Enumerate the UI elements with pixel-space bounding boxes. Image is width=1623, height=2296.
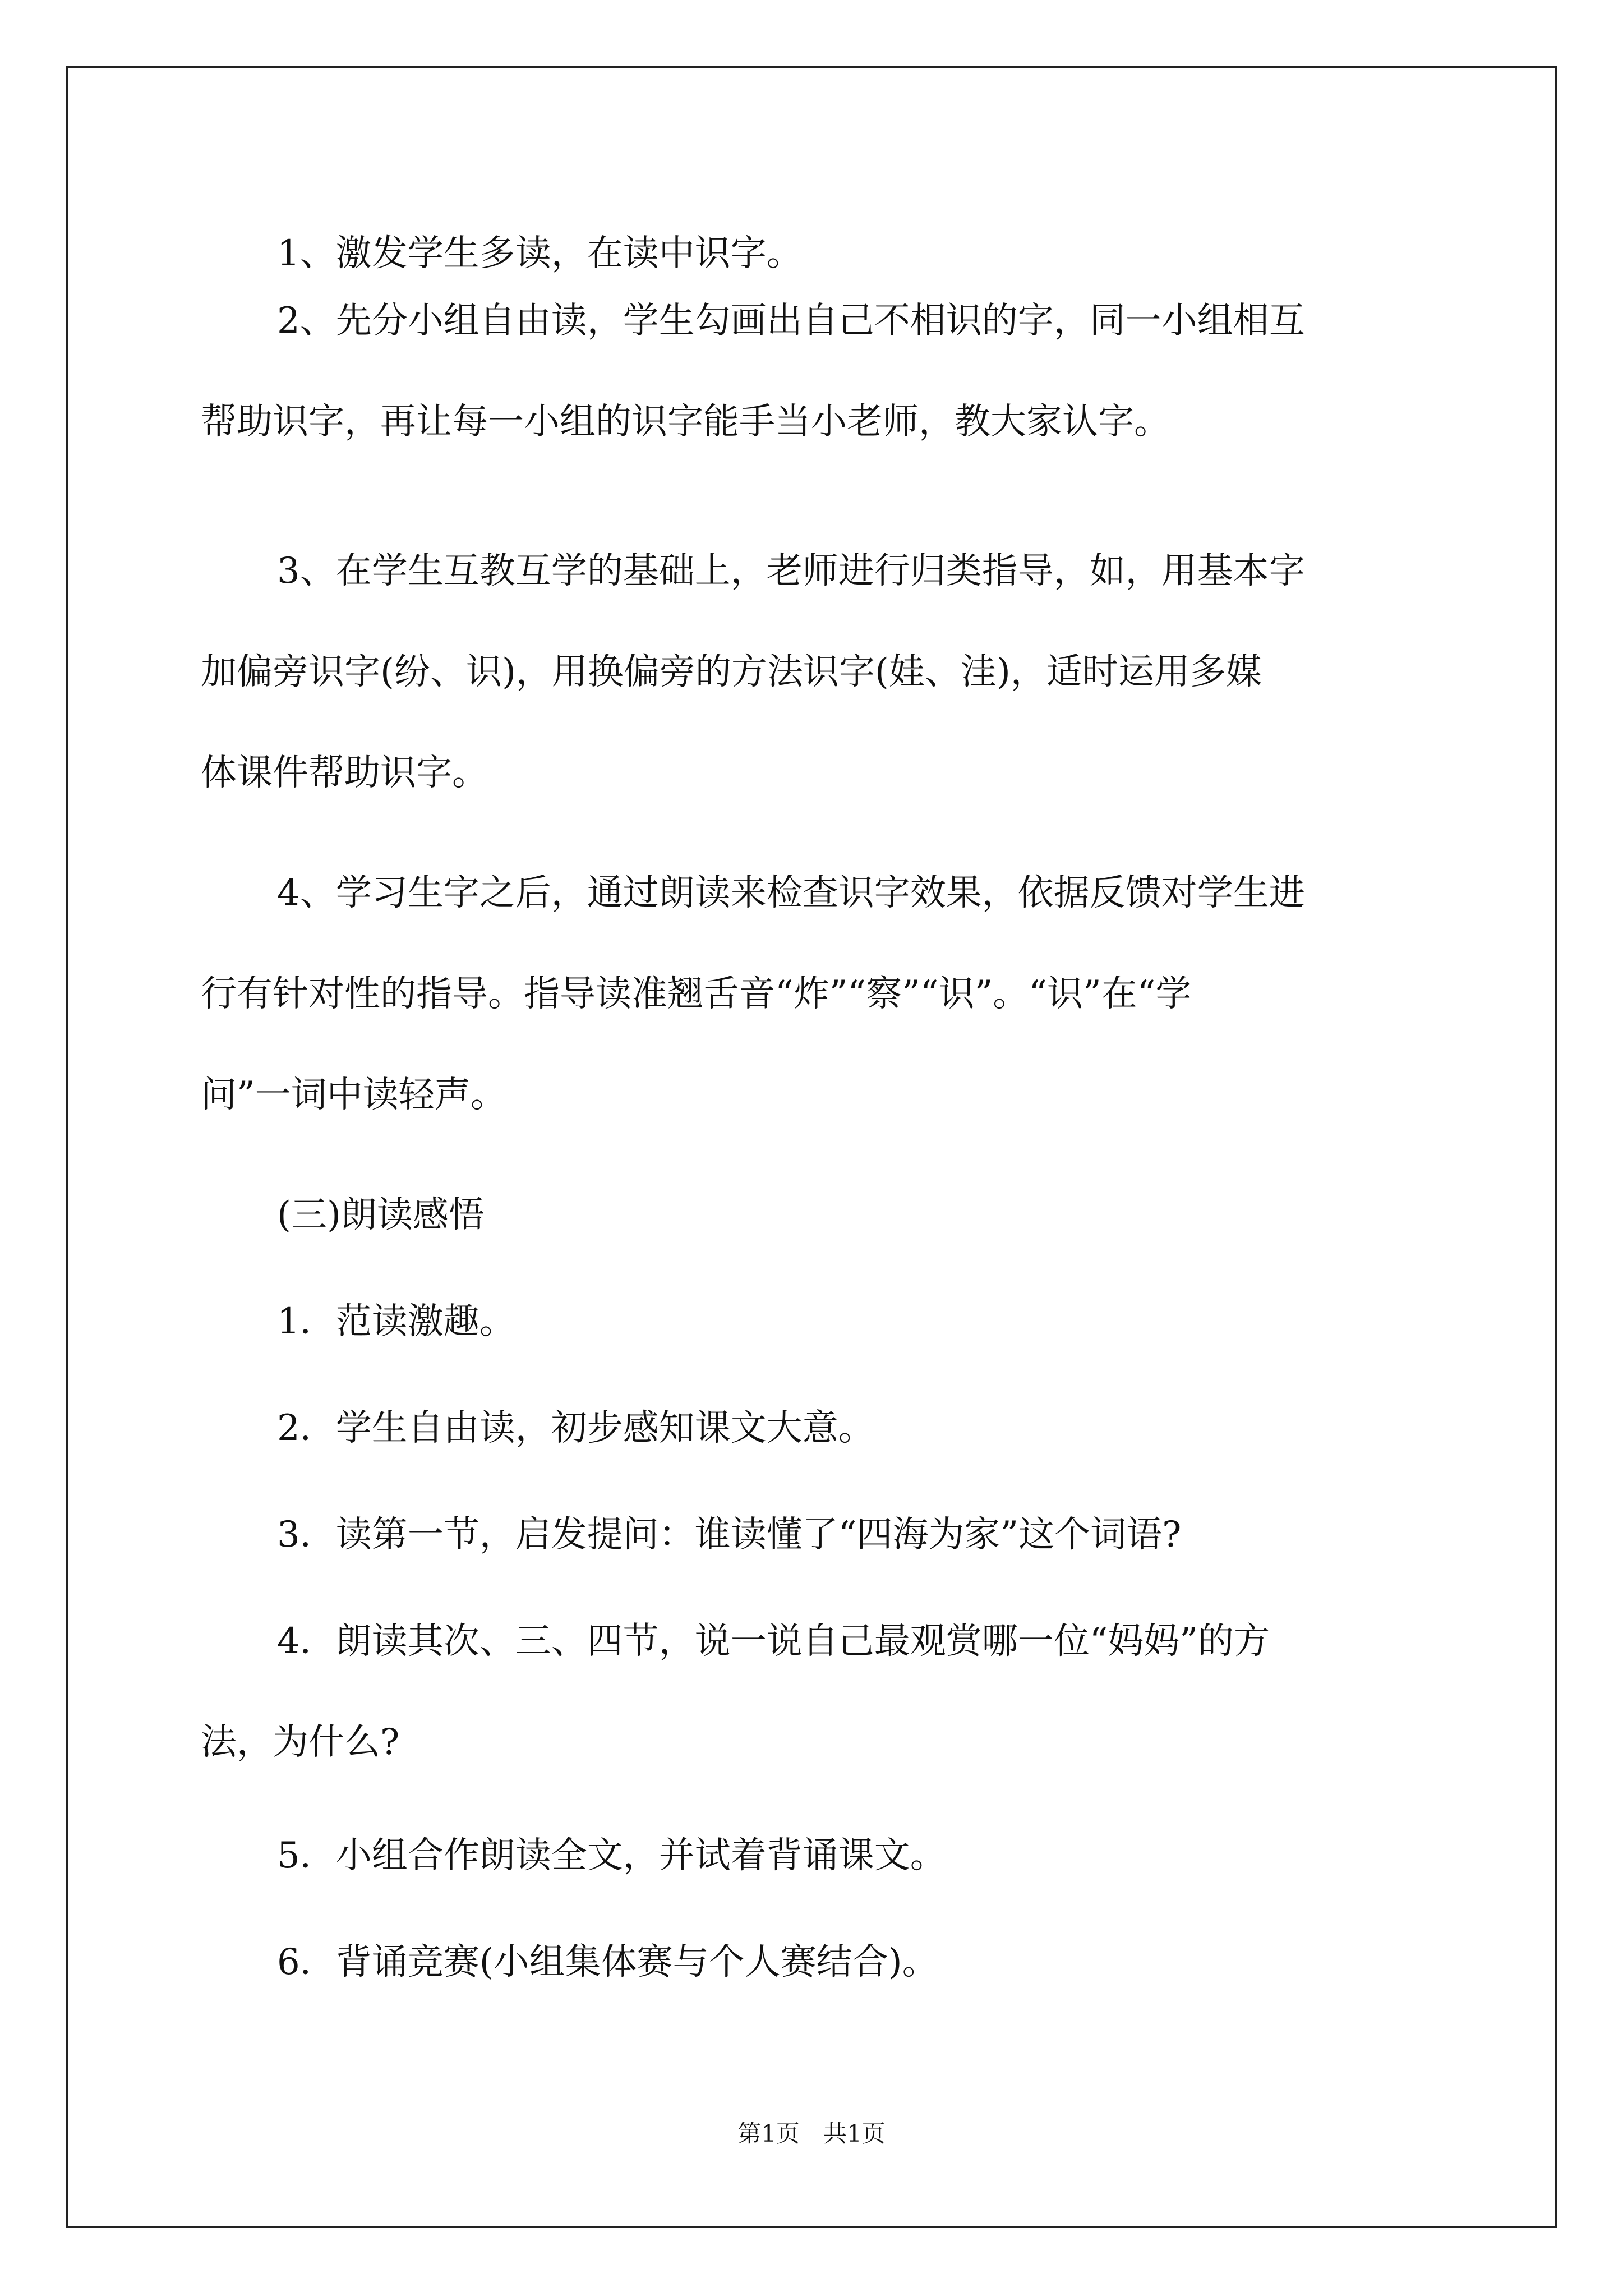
paragraph-line: 2、先分小组自由读，学生勾画出自己不相识的字，同一小组相互 — [277, 300, 1305, 342]
paragraph-10 — [201, 1941, 1429, 1983]
paragraph-line: 问”一词中读轻声。 — [201, 1074, 506, 1116]
section-heading — [201, 1194, 1429, 1236]
paragraph-8 — [201, 1621, 1429, 1763]
paragraph-line: 3、在学生互教互学的基础上，老师进行归类指导，如，用基本字 — [277, 550, 1305, 592]
paragraph-4 — [201, 872, 1429, 1116]
paragraph-line: 1、激发学生多读，在读中识字。 — [277, 233, 803, 274]
paragraph-line: 体课件帮助识字。 — [201, 752, 488, 794]
paragraph-6 — [201, 1407, 1429, 1449]
paragraph-line: 3．读第一节，启发提问：谁读懂了“四海为家”这个词语? — [277, 1514, 1182, 1556]
paragraph-line: 2．学生自由读，初步感知课文大意。 — [277, 1407, 874, 1449]
paragraph-line: 法，为什么? — [201, 1722, 400, 1763]
paragraph-9 — [201, 1835, 1429, 1876]
paragraph-line: 帮助识字，再让每一小组的识字能手当小老师，教大家认字。 — [201, 401, 1170, 443]
paragraph-line: 1．范读激趣。 — [277, 1301, 515, 1342]
paragraph-1 — [201, 233, 1429, 274]
paragraph-line: 5．小组合作朗读全文，并试着背诵课文。 — [277, 1835, 946, 1876]
paragraph-3 — [201, 550, 1429, 794]
paragraph-line: 6．背诵竞赛(小组集体赛与个人赛结合)。 — [277, 1941, 938, 1983]
paragraph-2 — [201, 300, 1429, 443]
paragraph-7 — [201, 1514, 1429, 1556]
paragraph-line: 加偏旁识字(纷、识)，用换偏旁的方法识字(娃、洼)，适时运用多媒 — [201, 651, 1262, 693]
page-footer: 第1页 共1页 — [737, 2120, 886, 2147]
paragraph-5 — [201, 1301, 1429, 1342]
paragraph-line: 4．朗读其次、三、四节，说一说自己最观赏哪一位“妈妈”的方 — [277, 1621, 1270, 1662]
paragraph-line: (三)朗读感悟 — [277, 1194, 485, 1236]
paragraph-line: 行有针对性的指导。指导读准翘舌音“炸”“察”“识”。“识”在“学 — [201, 973, 1192, 1015]
paragraph-line: 4、学习生字之后，通过朗读来检查识字效果，依据反馈对学生进 — [277, 872, 1305, 914]
